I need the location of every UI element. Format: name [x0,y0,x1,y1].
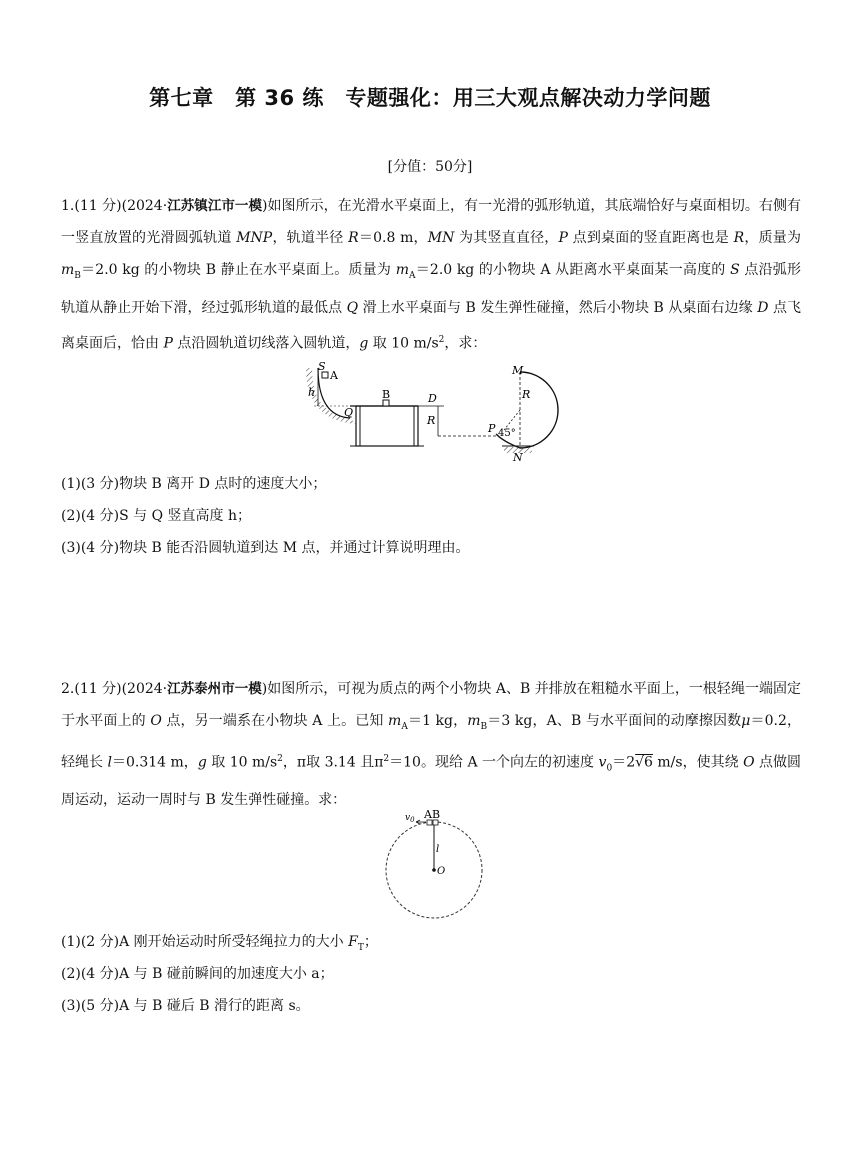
q2-sub-question-1 [61,931,378,953]
pivot-o [432,868,436,872]
q2-var-ma: m [388,713,402,729]
q2-sub-0: 0 [606,763,613,774]
q2-sub1-end: ； [363,934,378,950]
fig-label-angle: 45° [498,428,516,439]
q1-var-s: S [730,262,740,278]
q1-text-9: 点沿弧形轨道从静止开始下滑，经过弧形轨道的最低点 [61,262,802,316]
fig-label-q: Q [344,406,354,419]
fig-label-d: D [428,392,437,405]
fig-label-a: A [330,369,338,382]
q2-sub-a: A [401,721,408,732]
fig-label-v0: $v_0$ [405,813,415,824]
fig-label-o: O [437,866,446,877]
q2-text-3: ＝1 kg， [407,713,468,729]
q1-sub-a: A [409,270,416,281]
page-title: 第七章 第 36 练 专题强化：用三大观点解决动力学问题 [149,86,711,110]
q2-var-g: g [197,754,207,771]
q2-sqrt-6: √6 [635,754,653,771]
q1-text-13: 取 10 m/s [368,335,439,352]
q2-text-4: ＝3 kg，A、B 与水平面间的动摩擦因数 [487,713,742,729]
fig-label-h: h [308,386,316,399]
q2-text-8: ，π取 3.14 且π [282,754,384,771]
q2-text-10: ＝ [612,754,627,771]
q2-var-l: l [107,754,112,771]
q1-sub-question-2: (2)(4 分)S 与 Q 竖直高度 h； [61,508,251,524]
q1-var-r2: R [733,230,745,246]
q2-text-7: 取 10 m/s [206,754,278,771]
q1-text-11: 点飞离桌面后，恰由 [61,299,802,352]
q1-figure [298,362,588,464]
q1-sub-question-3: (3)(4 分)物块 B 能否沿圆轨道到达 M 点，并通过计算说明理由。 [61,540,470,556]
fig-label-r-right: R [522,388,531,401]
question-2-text [61,673,801,816]
q2-sub-question-2: (2)(4 分)A 与 B 碰前瞬间的加速度大小 a； [61,966,334,982]
q2-text-9: ＝10。现给 A 一个向左的初速度 [389,754,599,771]
q1-sub-question-1: (1)(3 分)物块 B 离开 D 点时的速度大小； [61,476,327,492]
q2-sub1-t: T [357,942,364,953]
q1-var-p2: P [163,335,173,352]
q1-text-6: ，质量为 [744,230,802,246]
fig-label-ab: AB [424,808,441,821]
q1-text-1: )如图所示，在光滑水平桌面上，有一光滑的弧形轨道，其底端恰好与桌面相切。右侧有一竖直放置的光滑圆弧轨道 [61,198,801,246]
q1-text-4: 为其竖直直径， [454,230,559,246]
q2-text-2: 点，另一端系在小物块 A 上。已知 [161,713,389,729]
q2-text-1: )如图所示，可视为质点的两个小物块 A、B 并排放在粗糙水平面上，一根轻绳一端固定于水平面上的 [61,681,802,729]
q1-number: 1.(11 分)(2024· [61,198,168,214]
q2-text-11: m/s，使其绕 [652,754,744,771]
q2-var-o2: O [743,754,755,771]
q2-coef-2: 2 [626,754,636,771]
q2-var-o: O [150,713,162,729]
q1-var-mn: MN [427,230,455,246]
q2-text-5: ＝0.2，轻绳长 [61,713,802,771]
q1-text-12: 点沿圆轨道切线落入圆轨道， [172,335,360,352]
score-label: [分值：50分] [387,159,473,175]
q1-text-7: ＝2.0 kg 的小物块 B 静止在水平桌面上。质量为 [80,262,396,278]
q2-sub-b: B [480,721,488,732]
table [356,406,418,446]
q2-source: 江苏泰州市一模 [167,681,262,697]
q2-sup-2: 2 [277,753,283,764]
q1-text-3: ＝0.8 m， [358,230,428,246]
q2-figure [378,808,498,920]
q2-sub1-f: F [348,934,358,950]
fig-label-m: M [512,364,524,377]
q1-text-8: ＝2.0 kg 的小物块 A 从距离水平桌面某一高度的 [415,262,731,278]
q1-sup-2: 2 [438,334,445,345]
q1-sub-b: B [74,270,81,281]
q2-number: 2.(11 分)(2024· [61,681,168,697]
q1-text-5: 点到桌面的竖直距离也是 [567,230,734,246]
q1-text-10: 滑上水平桌面与 B 发生弹性碰撞，然后小物块 B 从桌面右边缘 [358,299,758,316]
q1-source: 江苏镇江市一模 [167,198,262,214]
fig-label-p: P [488,422,496,435]
q1-var-mb: m [61,262,75,278]
q1-var-q: Q [346,299,359,316]
fig-label-r-left: R [427,414,436,427]
fig-label-l: l [436,844,440,855]
q2-text-12: 点做圆周运动，运动一周时与 B 发生弹性碰撞。求： [61,754,802,809]
q2-var-mu: μ [741,713,751,729]
q1-text-14: ，求： [444,335,487,352]
q1-var-mnp: MNP [236,230,273,246]
q1-text-2: ，轨道半径 [272,230,349,246]
q1-var-g: g [359,335,369,352]
fig-label-s: S [318,362,326,373]
question-1-text [61,190,801,359]
q2-sup-2b: 2 [383,753,390,764]
q1-var-p: P [558,230,568,246]
q2-sub-question-3: (3)(5 分)A 与 B 碰后 B 滑行的距离 s。 [61,998,310,1014]
q2-sub1-text: (1)(2 分)A 刚开始运动时所受轻绳拉力的大小 [61,934,349,950]
fig-label-b: B [382,388,391,401]
q1-var-ma: m [395,262,410,278]
q2-text-6: ＝0.314 m， [111,754,198,771]
q1-var-d: D [757,299,769,316]
fig-label-n: N [513,451,523,464]
q2-var-mb: m [467,713,481,729]
q1-var-r: R [348,230,359,246]
q2-var-v: v [598,754,607,771]
